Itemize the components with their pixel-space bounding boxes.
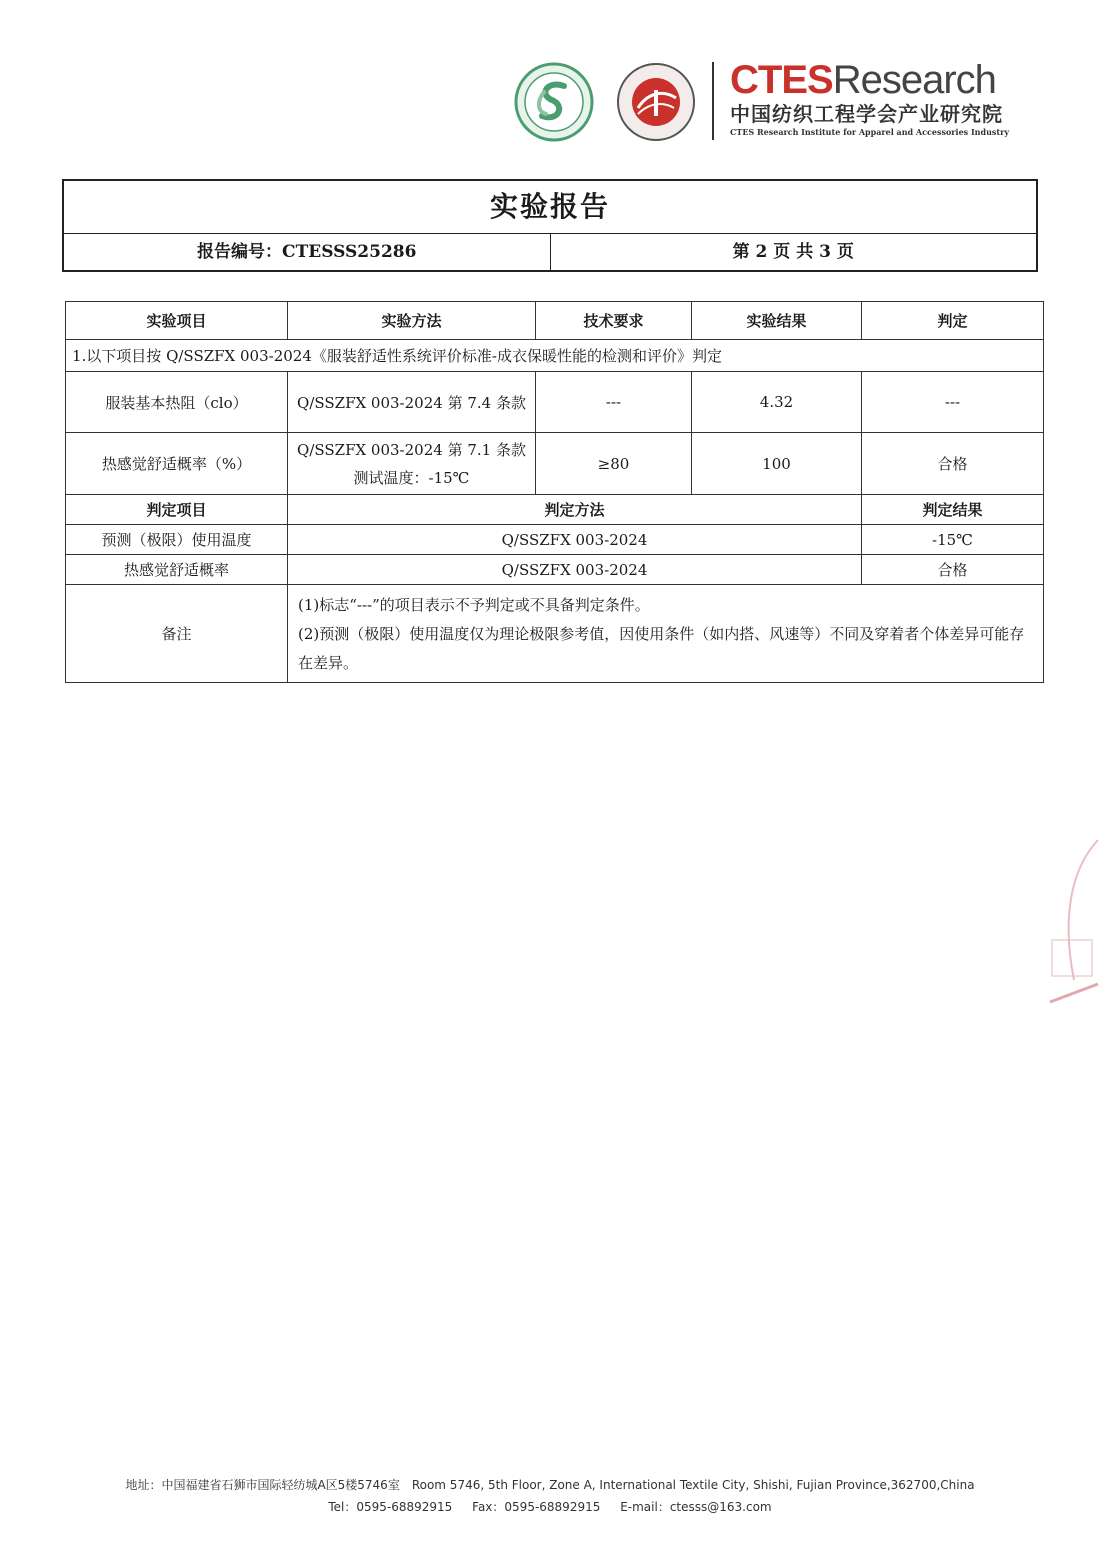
table-row [66, 372, 1044, 433]
logo-divider [712, 62, 714, 140]
judge-header-result: 判定结果 [862, 495, 1044, 525]
row-method: Q/SSZFX 003-2024 第 7.1 条款 [297, 440, 526, 459]
brand-name [730, 58, 1024, 102]
footer-fax: Fax：0595-68892915 [472, 1500, 601, 1514]
judge-method: Q/SSZFX 003-2024 [288, 525, 862, 555]
row-result: 100 [692, 433, 862, 495]
brand-block [730, 58, 1024, 138]
judge-item: 预测（极限）使用温度 [66, 525, 288, 555]
section-row [66, 340, 1044, 372]
row-item: 热感觉舒适概率（%） [66, 433, 288, 495]
col-header-requirement: 技术要求 [536, 302, 692, 340]
judge-header-item: 判定项目 [66, 495, 288, 525]
row-method: Q/SSZFX 003-2024 第 7.4 条款 [288, 372, 536, 433]
judge-row [66, 525, 1044, 555]
page-indicator: 第 2 页 共 3 页 [732, 242, 854, 262]
row-method-note: 测试温度：-15℃ [353, 468, 470, 487]
col-header-item: 实验项目 [66, 302, 288, 340]
col-header-verdict: 判定 [862, 302, 1044, 340]
note-item: (1)标志“---”的项目表示不予判定或不具备判定条件。 [298, 596, 650, 614]
brand-prefix: CTES [730, 58, 833, 102]
report-header-box [62, 179, 1038, 272]
col-header-result: 实验结果 [692, 302, 862, 340]
row-verdict: --- [862, 372, 1044, 433]
report-number: 报告编号：CTESSS25286 [64, 234, 551, 271]
table-header-row [66, 302, 1044, 340]
notes-label: 备注 [66, 585, 288, 683]
table-row [66, 433, 1044, 495]
report-title: 实验报告 [64, 181, 1036, 234]
judge-method: Q/SSZFX 003-2024 [288, 555, 862, 585]
judge-header-row [66, 495, 1044, 525]
ctes-seal-logo-icon [614, 62, 698, 142]
judge-row [66, 555, 1044, 585]
row-requirement: ≥80 [536, 433, 692, 495]
footer-contact [0, 1496, 1100, 1518]
judge-item: 热感觉舒适概率 [66, 555, 288, 585]
footer-address: 地址：中国福建省石狮市国际轻纺城A区5楼5746室 Room 5746, 5th Floor, Zone A, International Textile City, Shishi, Fujian Province,362700,China [125, 1478, 975, 1492]
row-verdict: 合格 [862, 433, 1044, 495]
header-logos [514, 58, 1024, 142]
row-item: 服装基本热阻（clo） [66, 372, 288, 433]
brand-suffix: Research [832, 58, 996, 102]
brand-chinese-name: 中国纺织工程学会产业研究院 [730, 102, 1003, 126]
green-association-logo-icon [514, 62, 594, 142]
notes-content [288, 585, 1044, 683]
page-footer [0, 1474, 1100, 1518]
judge-result: 合格 [862, 555, 1044, 585]
section-title: 1.以下项目按 Q/SSZFX 003-2024《服装舒适性系统评价标准-成衣保暖性能的检测和评价》判定 [66, 340, 1044, 372]
judge-result: -15℃ [862, 525, 1044, 555]
col-header-method: 实验方法 [288, 302, 536, 340]
footer-tel: Tel：0595-68892915 [328, 1500, 453, 1514]
results-table [65, 301, 1044, 683]
brand-english-name: CTES Research Institute for Apparel and Accessories Industry [730, 127, 1009, 137]
note-item: (2)预测（极限）使用温度仅为理论极限参考值，因使用条件（如内搭、风速等）不同及穿着者个体差异可能存在差异。 [298, 625, 1025, 672]
row-requirement: --- [536, 372, 692, 433]
red-stamp-fragment-icon [1040, 830, 1100, 1020]
notes-row [66, 585, 1044, 683]
footer-email: E-mail：ctesss@163.com [620, 1500, 772, 1514]
judge-header-method: 判定方法 [288, 495, 862, 525]
row-result: 4.32 [692, 372, 862, 433]
row-method-cell [288, 433, 536, 495]
